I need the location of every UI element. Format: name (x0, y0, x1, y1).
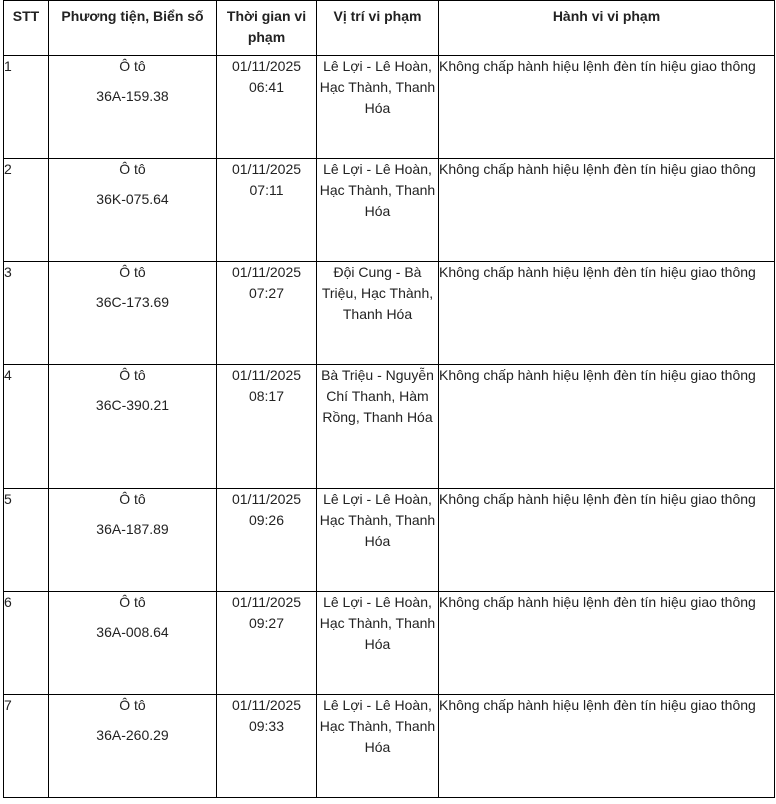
header-time: Thời gian vi phạm (217, 1, 317, 56)
vehicle-type: Ô tô (119, 491, 146, 507)
location-cell: Lê Lợi - Lê Hoàn, Hạc Thành, Thanh Hóa (317, 159, 439, 262)
vehicle-cell (49, 592, 217, 695)
behavior-cell: Không chấp hành hiệu lệnh đèn tín hiệu giao thông (439, 592, 775, 695)
license-plate: 36A-008.64 (96, 624, 169, 640)
location-cell: Lê Lợi - Lê Hoàn, Hạc Thành, Thanh Hóa (317, 592, 439, 695)
vehicle-cell (49, 56, 217, 159)
behavior-cell: Không chấp hành hiệu lệnh đèn tín hiệu giao thông (439, 365, 775, 489)
violation-date: 01/11/2025 (231, 594, 302, 610)
time-cell (217, 489, 317, 592)
behavior-cell: Không chấp hành hiệu lệnh đèn tín hiệu giao thông (439, 489, 775, 592)
violation-date: 01/11/2025 (231, 491, 302, 507)
vehicle-cell (49, 159, 217, 262)
behavior-cell: Không chấp hành hiệu lệnh đèn tín hiệu giao thông (439, 159, 775, 262)
violation-time: 07:11 (249, 182, 284, 198)
license-plate: 36A-260.29 (96, 727, 169, 743)
vehicle-cell (49, 262, 217, 365)
time-cell (217, 695, 317, 798)
location-cell: Đội Cung - Bà Triệu, Hạc Thành, Thanh Hóa (317, 262, 439, 365)
violation-time: 09:33 (248, 718, 285, 734)
vehicle-type: Ô tô (119, 161, 146, 177)
table-row (4, 695, 775, 798)
row-number: 6 (4, 592, 49, 695)
violation-time: 09:26 (248, 512, 285, 528)
violation-date: 01/11/2025 (231, 367, 302, 383)
table-row (4, 56, 775, 159)
violation-time: 06:41 (248, 79, 285, 95)
location-cell: Lê Lợi - Lê Hoàn, Hạc Thành, Thanh Hóa (317, 56, 439, 159)
time-cell (217, 262, 317, 365)
violation-date: 01/11/2025 (231, 58, 302, 74)
location-cell: Lê Lợi - Lê Hoàn, Hạc Thành, Thanh Hóa (317, 695, 439, 798)
time-cell (217, 159, 317, 262)
vehicle-type: Ô tô (119, 367, 146, 383)
table-row (4, 365, 775, 489)
violation-date: 01/11/2025 (231, 697, 302, 713)
row-number: 2 (4, 159, 49, 262)
violation-time: 09:27 (248, 615, 285, 631)
row-number: 5 (4, 489, 49, 592)
header-location: Vị trí vi phạm (317, 1, 439, 56)
license-plate: 36C-173.69 (95, 294, 170, 310)
header-stt: STT (4, 1, 49, 56)
vehicle-type: Ô tô (119, 697, 146, 713)
license-plate: 36K-075.64 (96, 191, 169, 207)
time-cell (217, 56, 317, 159)
violation-time: 07:27 (248, 285, 285, 301)
behavior-cell: Không chấp hành hiệu lệnh đèn tín hiệu giao thông (439, 695, 775, 798)
time-cell (217, 365, 317, 489)
header-row (4, 1, 775, 56)
row-number: 7 (4, 695, 49, 798)
vehicle-cell (49, 489, 217, 592)
vehicle-cell (49, 365, 217, 489)
violation-date: 01/11/2025 (231, 161, 302, 177)
row-number: 1 (4, 56, 49, 159)
vehicle-cell (49, 695, 217, 798)
vehicle-type: Ô tô (119, 58, 146, 74)
license-plate: 36A-159.38 (96, 88, 169, 104)
violations-table (3, 0, 775, 798)
violation-time: 08:17 (248, 388, 285, 404)
vehicle-type: Ô tô (119, 264, 146, 280)
table-row (4, 159, 775, 262)
table-row (4, 262, 775, 365)
header-behavior: Hành vi vi phạm (439, 1, 775, 56)
row-number: 4 (4, 365, 49, 489)
vehicle-type: Ô tô (119, 594, 146, 610)
table-row (4, 489, 775, 592)
header-vehicle: Phương tiện, Biển số (49, 1, 217, 56)
location-cell: Bà Triệu - Nguyễn Chí Thanh, Hàm Rồng, Thanh Hóa (317, 365, 439, 489)
location-cell: Lê Lợi - Lê Hoàn, Hạc Thành, Thanh Hóa (317, 489, 439, 592)
license-plate: 36A-187.89 (96, 521, 169, 537)
behavior-cell: Không chấp hành hiệu lệnh đèn tín hiệu giao thông (439, 262, 775, 365)
table-row (4, 592, 775, 695)
behavior-cell: Không chấp hành hiệu lệnh đèn tín hiệu giao thông (439, 56, 775, 159)
violation-date: 01/11/2025 (231, 264, 302, 280)
row-number: 3 (4, 262, 49, 365)
license-plate: 36C-390.21 (95, 397, 170, 413)
time-cell (217, 592, 317, 695)
